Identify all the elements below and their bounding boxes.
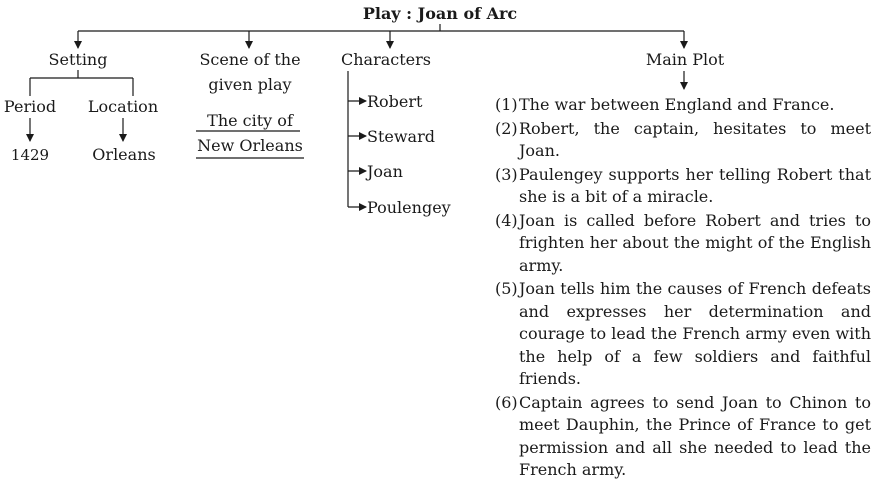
plot-item [495, 118, 871, 163]
plot-item [495, 164, 871, 209]
plot-item-text: Captain agrees to send Joan to Chinon to meet Dauphin, the Prince of France to get permission and all she needed to lead the French army. [519, 392, 871, 479]
setting-label: Setting [48, 50, 108, 69]
character-joan: Joan [367, 162, 403, 181]
plot-item-text: Joan is called before Robert and tries to frighten her about the might of the English army. [519, 210, 871, 275]
plot-item [495, 278, 871, 390]
plot-item-text: The war between England and France. [519, 95, 835, 114]
characters-label: Characters [341, 50, 431, 69]
plot-item-number: (5) [495, 279, 518, 299]
scene-label-line1: Scene of the [199, 50, 301, 69]
character-poulengey: Poulengey [367, 198, 451, 217]
character-robert: Robert [367, 92, 423, 111]
plot-item-text: Robert, the captain, hesitates to meet Joan. [519, 118, 871, 161]
plot-item [495, 94, 871, 116]
plot-item-number: (1) [495, 95, 518, 114]
scene-value-line2: New Orleans [197, 136, 303, 155]
plot-item [495, 210, 871, 277]
plot-item-number: (2) [495, 118, 518, 138]
location-value: Orleans [92, 145, 156, 164]
scene-value-line1: The city of [207, 111, 293, 130]
scene-label-line2: given play [208, 75, 292, 94]
period-label: Period [3, 97, 57, 116]
plot-item-number: (6) [495, 392, 518, 412]
plot-item-text: Paulengey supports her telling Robert that she is a bit of a miracle. [519, 164, 871, 207]
plot-item-number: (4) [495, 210, 518, 230]
plot-item-text: Joan tells him the causes of French defeats and expresses her determination and courage to lead the French army even with the help of a few soldiers and faithful friends. [519, 279, 871, 389]
diagram-title: Play : Joan of Arc [362, 4, 518, 23]
plot-item-number: (3) [495, 164, 518, 184]
period-value: 1429 [10, 146, 50, 164]
location-label: Location [87, 97, 159, 116]
main-plot-label: Main Plot [645, 50, 725, 69]
plot-item [495, 392, 871, 482]
main-plot-list [495, 94, 871, 483]
character-steward: Steward [367, 127, 435, 146]
